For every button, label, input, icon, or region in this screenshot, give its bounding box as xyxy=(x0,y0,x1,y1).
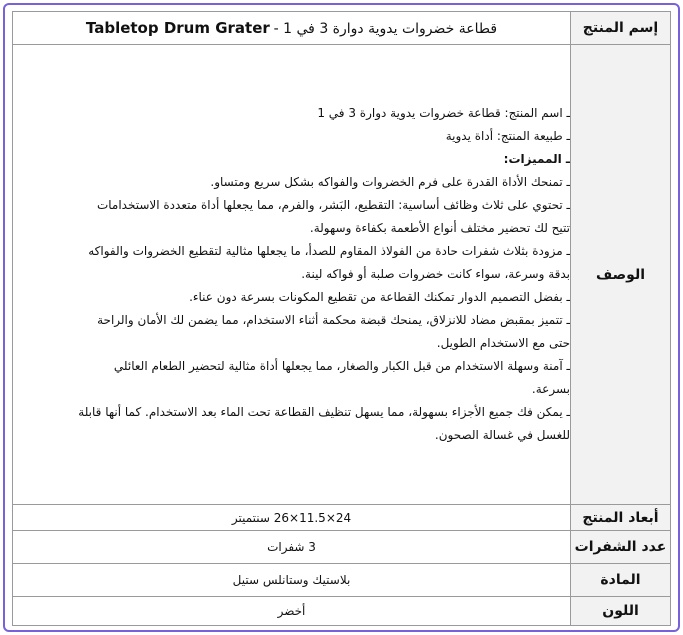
row-description xyxy=(13,45,671,505)
product-spec-table xyxy=(12,11,671,626)
material-value: بلاستيك وستانلس ستيل xyxy=(13,564,571,597)
description-line: للغسل في غسالة الصحون. xyxy=(434,428,570,442)
material-label: المادة xyxy=(571,564,671,597)
description-line: ـ تتميز بمقبض مضاد للانزلاق، يمنحك قبضة محكمة أثناء الاستخدام، مما يضمن لك الأمان والراحة xyxy=(97,313,570,327)
blade-count-value: 3 شفرات xyxy=(13,531,571,564)
color-label: اللون xyxy=(571,597,671,626)
description-line: ـ تمنحك الأداة القدرة على فرم الخضروات والفواكه بشكل سريع ومتساو. xyxy=(210,175,570,189)
description-label: الوصف xyxy=(571,45,671,505)
row-product-name xyxy=(13,12,671,45)
blade-count-label: عدد الشفرات xyxy=(571,531,671,564)
dimensions-label: أبعاد المنتج xyxy=(571,505,671,531)
description-line: تتيح لك تحضير مختلف أنواع الأطعمة بكفاءة وسهولة. xyxy=(309,221,570,235)
product-name-english: Tabletop Drum Grater xyxy=(85,19,270,37)
row-color xyxy=(13,597,671,626)
description-line: ـ تحتوي على ثلاث وظائف أساسية: التقطيع، البَشر، والفرم، مما يجعلها أداة متعددة الاستخدامات xyxy=(96,198,570,212)
description-line: بدقة وسرعة، سواء كانت خضروات صلبة أو فواكه لينة. xyxy=(301,267,570,281)
product-name-arabic: قطاعة خضروات يدوية دوارة 3 في 1 - xyxy=(273,21,498,37)
product-name-value xyxy=(13,12,571,45)
description-text xyxy=(13,45,571,505)
description-line: حتى مع الاستخدام الطويل. xyxy=(436,336,570,350)
description-line: ـ يمكن فك جميع الأجزاء بسهولة، مما يسهل تنظيف القطاعة تحت الماء بعد الاستخدام. كما أنها قابلة xyxy=(78,405,570,419)
row-blade-count xyxy=(13,531,671,564)
description-line: ـ طبيعة المنتج: أداة يدوية xyxy=(445,129,570,143)
description-line: ـ اسم المنتج: قطاعة خضروات يدوية دوارة 3 في 1 xyxy=(317,106,570,120)
description-line: بسرعة. xyxy=(531,382,570,396)
description-features-heading: ـ المميزات: xyxy=(503,152,570,166)
product-name-label: إسم المنتج xyxy=(571,12,671,45)
dimensions-value: 24×11.5×26 سنتميتر xyxy=(13,505,571,531)
color-value: أخضر xyxy=(13,597,571,626)
description-line: ـ مزودة بثلاث شفرات حادة من الفولاذ المقاوم للصدأ، ما يجعلها مثالية لتقطيع الخضروات والفواكه xyxy=(88,244,570,258)
description-line: ـ بفضل التصميم الدوار تمكنك القطاعة من تقطيع المكونات بسرعة دون عناء. xyxy=(189,290,570,304)
spec-table-frame xyxy=(3,3,680,632)
row-dimensions xyxy=(13,505,671,531)
description-line: ـ آمنة وسهلة الاستخدام من قبل الكبار والصغار، مما يجعلها أداة مثالية لتحضير الطعام العائلي xyxy=(113,359,570,373)
row-material xyxy=(13,564,671,597)
